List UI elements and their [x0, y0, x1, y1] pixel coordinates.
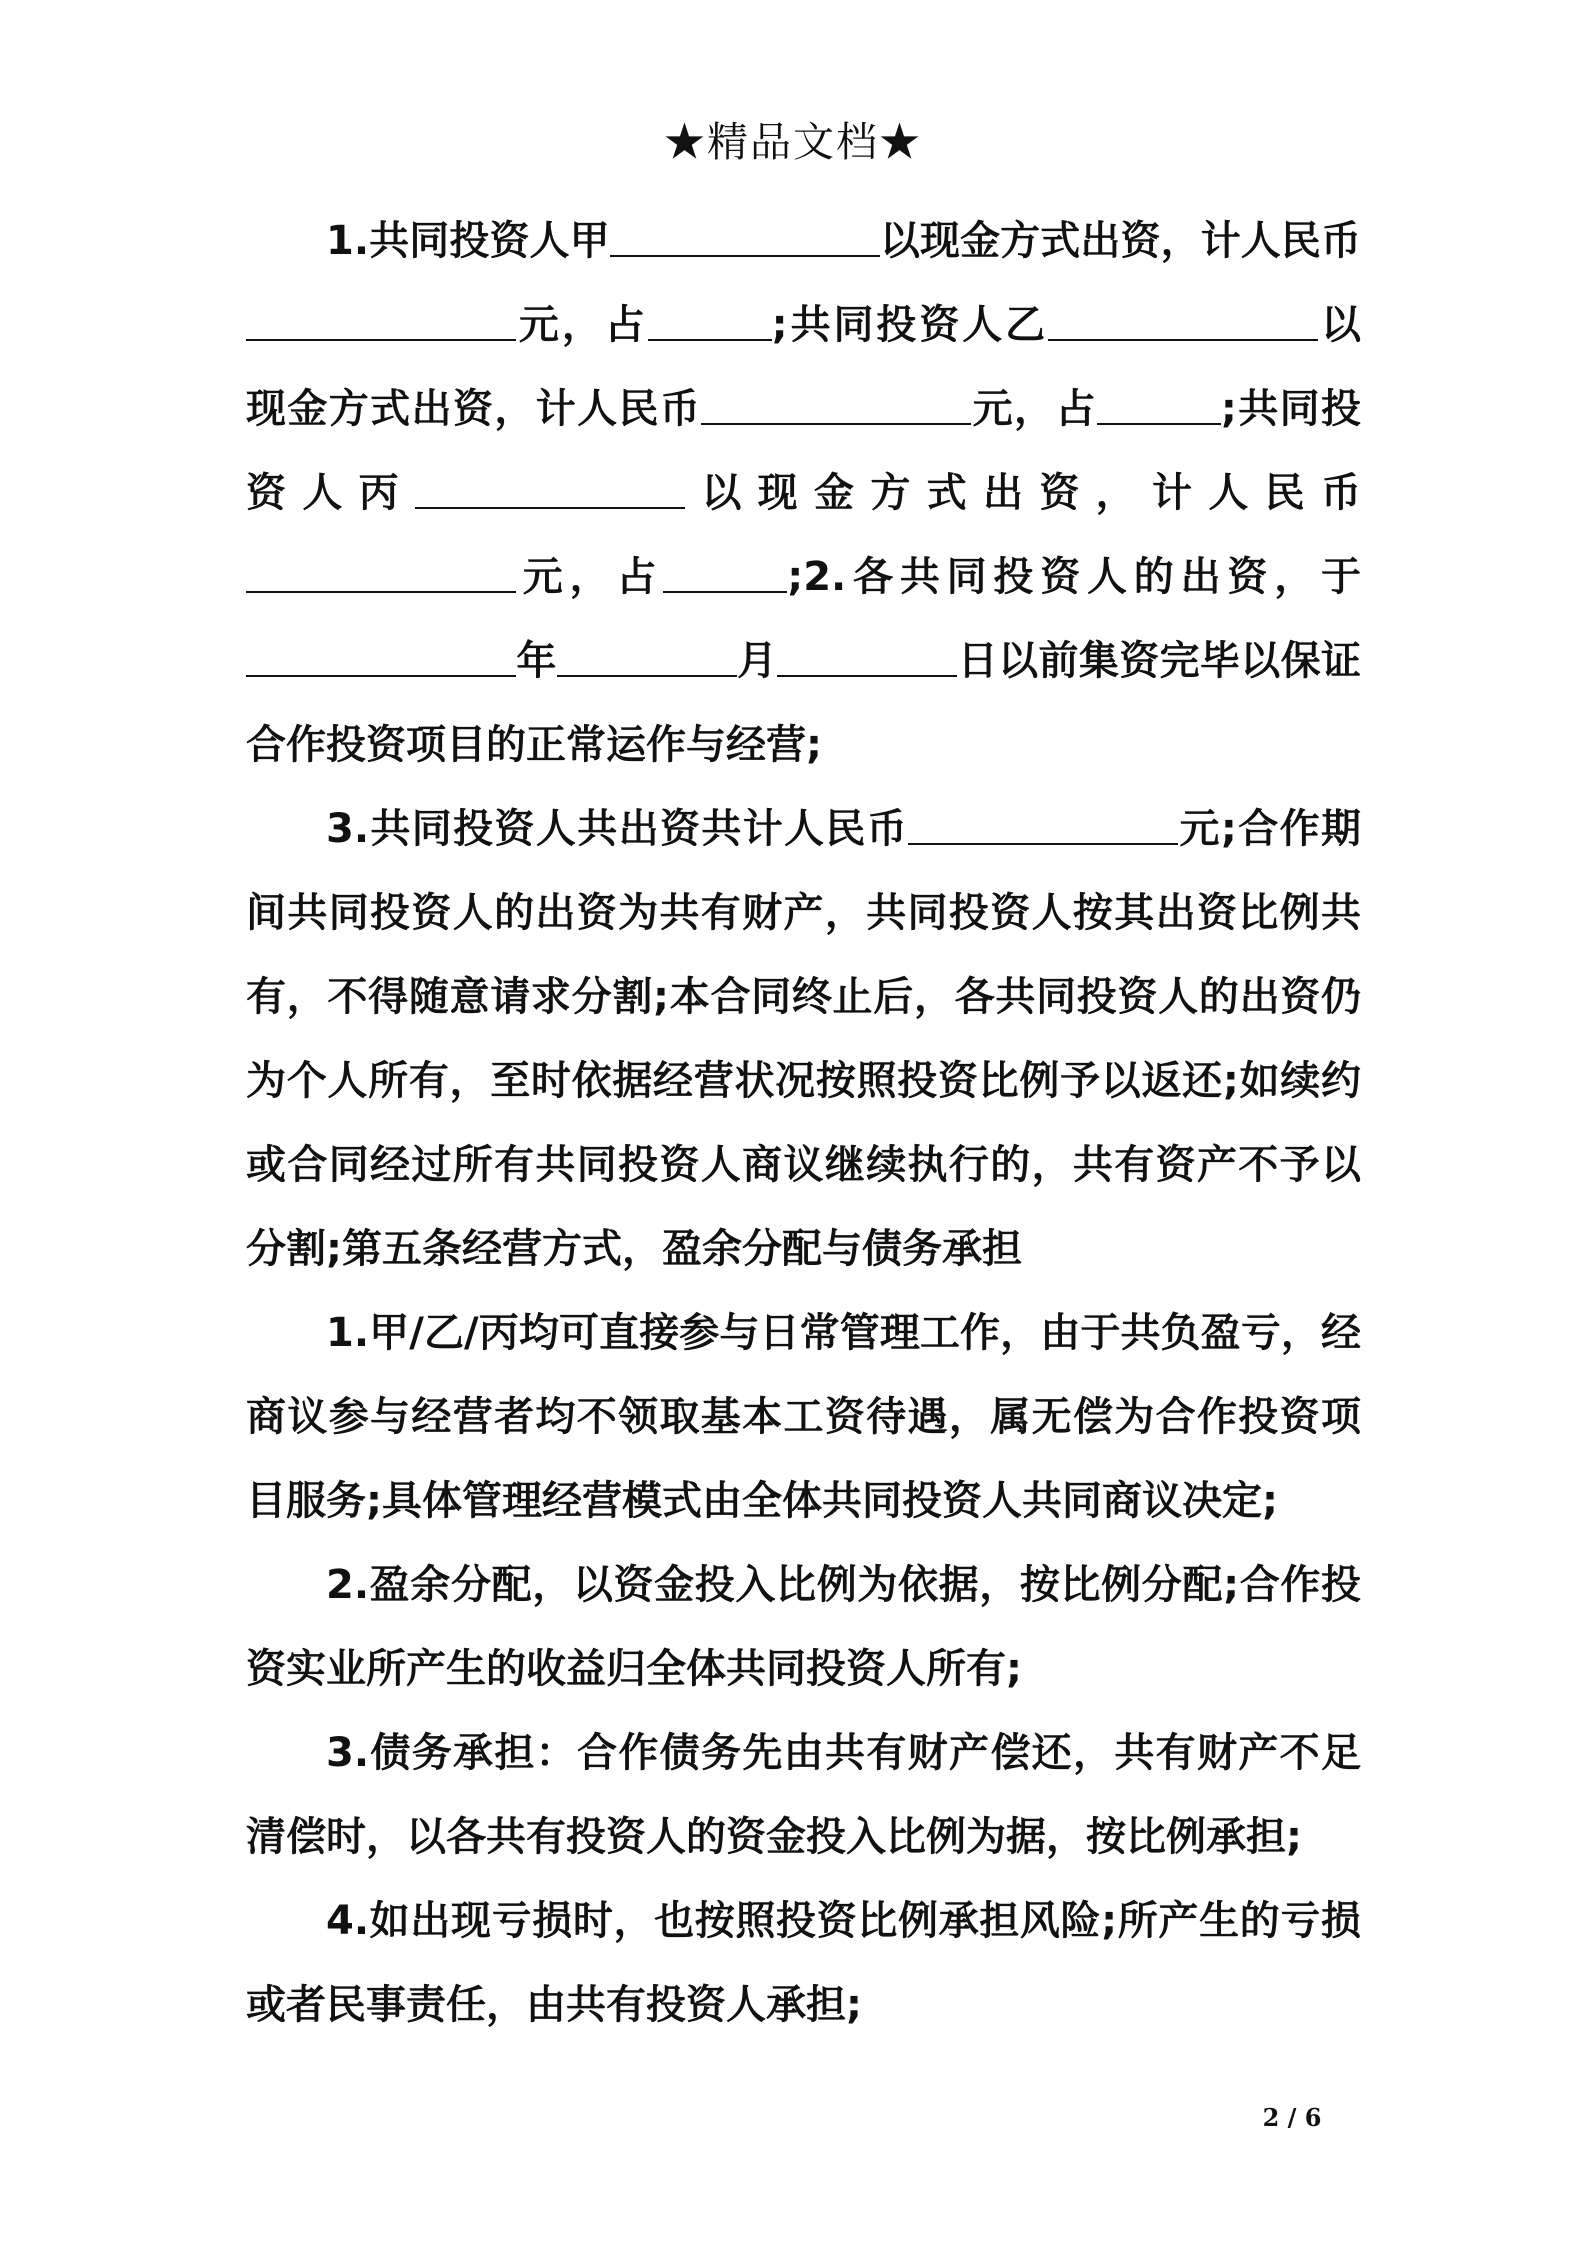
blank-day: [777, 637, 957, 677]
paragraph-investment-contributions: [246, 199, 1361, 787]
paragraph-joint-property: [246, 787, 1361, 1291]
page-number: 2 / 6: [1262, 2103, 1322, 2132]
paragraph-text: 以现金方式出资，计人民币: [685, 470, 1361, 516]
paragraph-management: 1.甲/乙/丙均可直接参与日常管理工作，由于共负盈亏，经商议参与经营者均不领取基本工资待遇，属无偿为合作投资项目服务;具体管理经营模式由全体共同投资人共同商议决定;: [246, 1310, 1361, 1524]
paragraph-text: 年: [516, 638, 557, 684]
blank-total-amount: [908, 805, 1178, 845]
blank-investor-c-share: [663, 553, 787, 593]
paragraph-text: ;共同投资人丙: [246, 386, 1362, 516]
paragraph-text: 1.共同投资人甲: [326, 218, 610, 264]
paragraph-text: ;共同投资人乙: [771, 302, 1049, 348]
blank-investor-b-amount: [701, 385, 971, 425]
blank-month: [557, 637, 737, 677]
blank-investor-c-amount: [246, 553, 516, 593]
document-body: [246, 199, 1361, 2047]
blank-investor-c-name: [415, 469, 685, 509]
paragraph-text: 日以前集资完毕以保证合作投资项目的正常运作与经营;: [246, 638, 1362, 768]
paragraph-text: 月: [736, 638, 778, 684]
paragraph-text: ;2.各共同投资人的出资，于: [787, 554, 1362, 600]
document-header-title: ★精品文档★: [664, 118, 922, 166]
blank-investor-a-amount: [246, 301, 516, 341]
paragraph-text: 元，占: [971, 386, 1097, 432]
paragraph-text: 元;合作期间共同投资人的出资为共有财产，共同投资人按其出资比例共有，不得随意请求分割;本合同终止后，各共同投资人的出资仍为个人所有，至时依据经营状况按照投资比例予以返还;如续约或合同经过所有共同投资人商议继续执行的，共有资产不予以分割;第五条经营方式，盈余分配与债务承担: [246, 806, 1362, 1272]
paragraph-loss-liability: 4.如出现亏损时，也按照投资比例承担风险;所产生的亏损或者民事责任，由共有投资人承担;: [246, 1898, 1361, 2028]
paragraph-text: 3.共同投资人共出资共计人民币: [326, 806, 909, 852]
paragraph-text: 元，占: [516, 554, 664, 600]
blank-year: [246, 637, 516, 677]
blank-investor-a-share: [648, 301, 772, 341]
blank-investor-b-name: [1048, 301, 1318, 341]
paragraph-text: 以现金方式出资，计人民币: [246, 302, 1362, 432]
blank-investor-b-share: [1097, 385, 1221, 425]
paragraph-profit-distribution: 2.盈余分配，以资金投入比例为依据，按比例分配;合作投资实业所产生的收益归全体共同投资人所有;: [246, 1562, 1361, 1692]
paragraph-text: 以现金方式出资，计人民币: [879, 218, 1362, 264]
paragraph-text: 元，占: [516, 302, 648, 348]
paragraph-debt-assumption: 3.债务承担：合作债务先由共有财产偿还，共有财产不足清偿时，以各共有投资人的资金投入比例为据，按比例承担;: [246, 1730, 1361, 1860]
blank-investor-a-name: [610, 217, 880, 257]
